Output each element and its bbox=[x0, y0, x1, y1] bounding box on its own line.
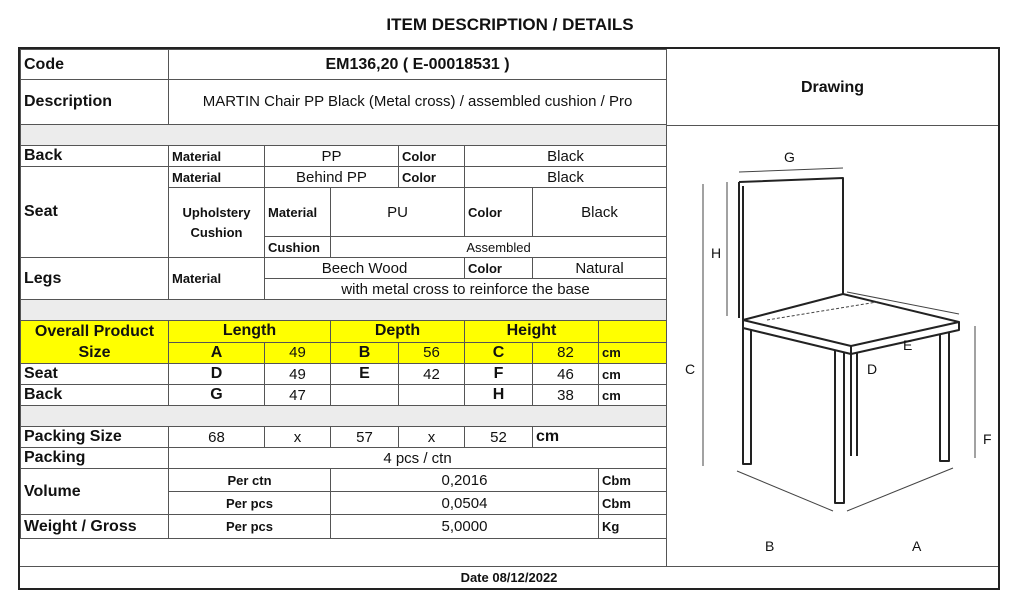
code-label: Code bbox=[21, 50, 169, 80]
seat-material: Behind PP bbox=[265, 167, 399, 188]
seat-row-1 bbox=[21, 167, 667, 188]
dim-line-a bbox=[847, 468, 953, 511]
packing-unit: cm bbox=[533, 427, 667, 448]
spec-sheet bbox=[18, 47, 1000, 590]
dim-line-b bbox=[737, 471, 833, 511]
seat-color: Black bbox=[465, 167, 667, 188]
back-color: Black bbox=[465, 146, 667, 167]
empty-cell bbox=[399, 385, 465, 406]
seat-label: Seat bbox=[21, 167, 169, 258]
dim-key: F bbox=[465, 364, 533, 385]
seat-material-label: Material bbox=[169, 167, 265, 188]
dim-value: 49 bbox=[265, 364, 331, 385]
packing-height: 52 bbox=[465, 427, 533, 448]
legs-note: with metal cross to reinforce the base bbox=[265, 279, 667, 300]
legs-color: Natural bbox=[533, 258, 667, 279]
back-row bbox=[21, 146, 667, 167]
weight-label: Weight / Gross bbox=[21, 515, 169, 539]
code-value: EM136,20 ( E-00018531 ) bbox=[169, 50, 667, 80]
chair-leg-front-left bbox=[835, 350, 844, 503]
legs-color-label: Color bbox=[465, 258, 533, 279]
packing-x: x bbox=[265, 427, 331, 448]
depth-header: Depth bbox=[331, 321, 465, 343]
drawing-area bbox=[666, 126, 998, 567]
label-h: H bbox=[711, 245, 722, 261]
volume-per-ctn: 0,2016 bbox=[331, 469, 599, 492]
dims-back-row bbox=[21, 385, 667, 406]
height-header: Height bbox=[465, 321, 599, 343]
dim-unit: cm bbox=[599, 342, 667, 364]
volume-unit: Cbm bbox=[599, 469, 667, 492]
code-row bbox=[21, 50, 667, 80]
packing-x: x bbox=[399, 427, 465, 448]
dim-key: B bbox=[331, 342, 399, 364]
packing-label: Packing bbox=[21, 448, 169, 469]
weight-per-pcs-label: Per pcs bbox=[169, 515, 331, 539]
label-f: F bbox=[983, 431, 992, 447]
back-label: Back bbox=[21, 146, 169, 167]
header-blank-cell bbox=[599, 321, 667, 343]
dim-key: C bbox=[465, 342, 533, 364]
weight-value: 5,0000 bbox=[331, 515, 599, 539]
dim-key: E bbox=[331, 364, 399, 385]
packing-size-row bbox=[21, 427, 667, 448]
dim-value: 82 bbox=[533, 342, 599, 364]
empty-cell bbox=[331, 385, 399, 406]
label-c: C bbox=[685, 361, 696, 377]
description-value: MARTIN Chair PP Black (Metal cross) / assembled cushion / Pro bbox=[169, 80, 667, 125]
date-row: Date 08/12/2022 bbox=[20, 566, 998, 588]
back-material-label: Material bbox=[169, 146, 265, 167]
packing-length: 68 bbox=[169, 427, 265, 448]
dim-line-g bbox=[739, 168, 843, 172]
packing-row bbox=[21, 448, 667, 469]
dim-value: 38 bbox=[533, 385, 599, 406]
uph-color-label: Color bbox=[465, 188, 533, 237]
dim-value: 47 bbox=[265, 385, 331, 406]
cushion-value: Assembled bbox=[331, 237, 667, 258]
back-material: PP bbox=[265, 146, 399, 167]
dims-header-row bbox=[21, 321, 667, 343]
volume-per-pcs: 0,0504 bbox=[331, 492, 599, 515]
dim-key: H bbox=[465, 385, 533, 406]
spec-table bbox=[20, 49, 667, 539]
spacer-row bbox=[21, 406, 667, 427]
label-d: D bbox=[867, 361, 878, 377]
chair-leg-back-left bbox=[743, 328, 751, 464]
dim-key: G bbox=[169, 385, 265, 406]
uph-material: PU bbox=[331, 188, 465, 237]
chair-back-outline bbox=[739, 178, 843, 318]
legs-row-1 bbox=[21, 258, 667, 279]
dim-unit: cm bbox=[599, 385, 667, 406]
spacer-row bbox=[21, 300, 667, 321]
dims-back-label: Back bbox=[21, 385, 169, 406]
uph-color: Black bbox=[533, 188, 667, 237]
chair-leg-front-right bbox=[940, 332, 949, 461]
legs-material-label: Material bbox=[169, 258, 265, 300]
upholstery-label: Upholstery Cushion bbox=[169, 188, 265, 258]
dim-value: 46 bbox=[533, 364, 599, 385]
weight-row bbox=[21, 515, 667, 539]
dim-unit: cm bbox=[599, 364, 667, 385]
length-header: Length bbox=[169, 321, 331, 343]
dim-key: A bbox=[169, 342, 265, 364]
overall-size-label: Overall Product Size bbox=[21, 321, 169, 364]
legs-label: Legs bbox=[21, 258, 169, 300]
volume-unit: Cbm bbox=[599, 492, 667, 515]
volume-label: Volume bbox=[21, 469, 169, 515]
page-title: ITEM DESCRIPTION / DETAILS bbox=[386, 15, 634, 34]
uph-material-label: Material bbox=[265, 188, 331, 237]
label-g: G bbox=[784, 149, 795, 165]
dim-line-d bbox=[767, 302, 877, 320]
weight-unit: Kg bbox=[599, 515, 667, 539]
volume-row-1 bbox=[21, 469, 667, 492]
dim-value: 49 bbox=[265, 342, 331, 364]
description-label: Description bbox=[21, 80, 169, 125]
packing-value: 4 pcs / ctn bbox=[169, 448, 667, 469]
dim-line-e bbox=[847, 292, 959, 314]
label-b: B bbox=[765, 538, 775, 554]
cushion-label: Cushion bbox=[265, 237, 331, 258]
chair-drawing bbox=[667, 126, 1001, 569]
volume-per-ctn-label: Per ctn bbox=[169, 469, 331, 492]
drawing-header: Drawing bbox=[666, 49, 998, 126]
label-a: A bbox=[912, 538, 922, 554]
spacer-row bbox=[21, 125, 667, 146]
packing-size-label: Packing Size bbox=[21, 427, 169, 448]
chair-leg-back-right bbox=[851, 352, 857, 456]
packing-width: 57 bbox=[331, 427, 399, 448]
seat-color-label: Color bbox=[399, 167, 465, 188]
label-e: E bbox=[903, 337, 913, 353]
dims-seat-row bbox=[21, 364, 667, 385]
description-row bbox=[21, 80, 667, 125]
dim-value: 42 bbox=[399, 364, 465, 385]
volume-per-pcs-label: Per pcs bbox=[169, 492, 331, 515]
back-color-label: Color bbox=[399, 146, 465, 167]
dim-value: 56 bbox=[399, 342, 465, 364]
legs-material: Beech Wood bbox=[265, 258, 465, 279]
dims-seat-label: Seat bbox=[21, 364, 169, 385]
dim-key: D bbox=[169, 364, 265, 385]
